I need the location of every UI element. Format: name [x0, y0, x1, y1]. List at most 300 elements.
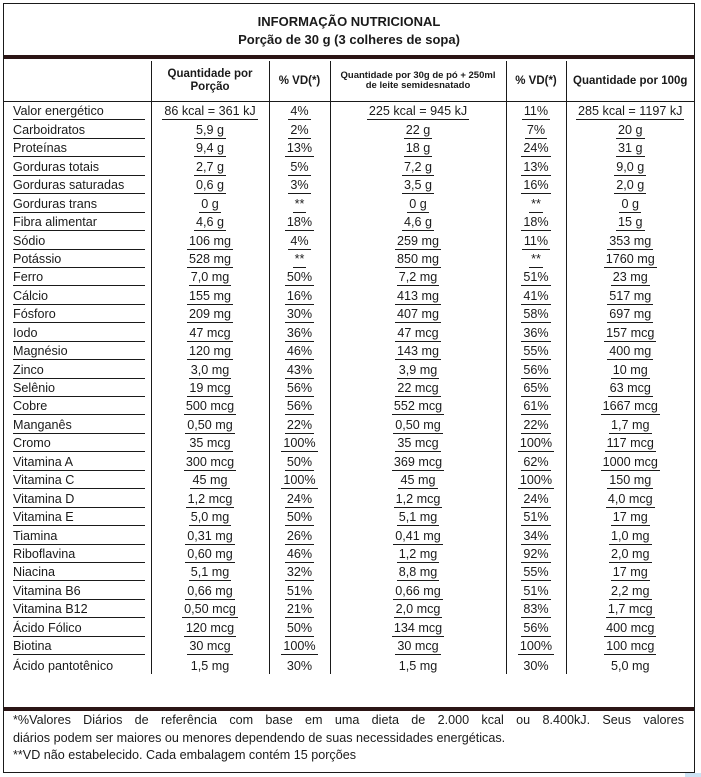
- amount-per-100g-cell: [566, 176, 694, 194]
- table-row: [4, 305, 694, 323]
- dv-per-serving-cell: [269, 213, 330, 231]
- nutrient-name-cell: [4, 471, 151, 489]
- table-row: [4, 655, 694, 673]
- column-header-with-milk: Quantidade por 30g de pó + 250ml de leite semidesnatado: [330, 61, 506, 102]
- amount-with-milk-cell: [330, 655, 506, 673]
- amount-per-serving: 35 mcg: [189, 436, 231, 451]
- dv-per-serving: 46%: [286, 546, 313, 561]
- amount-per-100g-cell: [566, 139, 694, 157]
- table-row: [4, 471, 694, 489]
- amount-with-milk: 7,2 g: [403, 159, 432, 174]
- amount-with-milk: 30 mcg: [397, 639, 439, 654]
- amount-per-serving: 19 mcg: [189, 381, 231, 395]
- dv-with-milk: 100%: [519, 473, 553, 488]
- amount-per-100g: 353 mg: [609, 233, 652, 248]
- amount-with-milk: 1,2 mg: [398, 546, 438, 561]
- amount-per-serving: 0,60 mg: [187, 546, 233, 561]
- amount-with-milk: 1,2 mcg: [395, 491, 441, 506]
- table-row: [4, 102, 694, 121]
- dv-with-milk-cell: [506, 600, 566, 618]
- dv-with-milk: 24%: [523, 491, 549, 506]
- amount-per-serving: 3,0 mg: [190, 362, 230, 377]
- dv-with-milk-cell: [506, 637, 566, 655]
- amount-per-100g: 1,0 mg: [610, 528, 650, 543]
- dv-with-milk: 24%: [523, 141, 549, 156]
- amount-with-milk-cell: [330, 305, 506, 323]
- amount-per-100g: 400 mcg: [606, 620, 655, 635]
- dv-per-serving-cell: [269, 581, 330, 599]
- amount-per-100g: 117 mcg: [606, 436, 654, 451]
- amount-per-serving-cell: [151, 323, 269, 341]
- column-header-per-serving: Quantidade por Porção: [151, 61, 269, 102]
- amount-per-serving-cell: [151, 489, 269, 507]
- nutrient-name: Sódio: [13, 234, 145, 250]
- dv-with-milk: 65%: [523, 381, 549, 395]
- table-row: [4, 250, 694, 268]
- amount-with-milk: 134 mcg: [393, 620, 443, 635]
- dv-per-serving-cell: [269, 526, 330, 544]
- amount-per-serving: 120 mg: [188, 344, 231, 359]
- amount-per-serving-cell: [151, 231, 269, 249]
- amount-with-milk: 8,8 mg: [398, 565, 438, 580]
- amount-per-100g-cell: [566, 102, 694, 121]
- dv-with-milk: 55%: [523, 344, 549, 359]
- amount-with-milk-cell: [330, 231, 506, 249]
- amount-per-100g-cell: [566, 323, 694, 341]
- dv-per-serving-cell: [269, 563, 330, 581]
- amount-per-serving: 0,6 g: [195, 178, 224, 193]
- amount-with-milk: 0,66 mg: [395, 583, 441, 598]
- amount-per-serving: 0,31 mg: [187, 528, 233, 543]
- amount-per-100g: 2,0 g: [616, 178, 645, 193]
- amount-with-milk-cell: [330, 268, 506, 286]
- dv-per-serving: 51%: [286, 583, 313, 598]
- dv-with-milk-cell: [506, 434, 566, 452]
- amount-per-serving-cell: [151, 452, 269, 470]
- amount-with-milk: 1,5 mg: [398, 658, 438, 673]
- nutrient-name: Tiamina: [13, 529, 145, 545]
- amount-per-serving: 30 mcg: [189, 639, 231, 654]
- dv-per-serving: 18%: [286, 215, 313, 230]
- nutrient-name: Carboidratos: [13, 123, 145, 139]
- dv-with-milk-cell: [506, 471, 566, 489]
- amount-per-100g-cell: [566, 194, 694, 212]
- dv-with-milk: 100%: [519, 639, 553, 654]
- amount-per-100g: 0 g: [621, 196, 639, 211]
- amount-per-serving-cell: [151, 268, 269, 286]
- dv-per-serving: 50%: [286, 270, 313, 285]
- dv-with-milk-cell: [506, 397, 566, 415]
- dv-with-milk-cell: [506, 194, 566, 212]
- amount-with-milk-cell: [330, 323, 506, 341]
- amount-with-milk: 143 mg: [396, 344, 439, 359]
- dv-per-serving-cell: [269, 655, 330, 673]
- nutrient-name-cell: [4, 323, 151, 341]
- table-row: [4, 157, 694, 175]
- nutrient-name: Vitamina C: [13, 473, 145, 489]
- amount-per-serving: 155 mg: [188, 288, 231, 303]
- footnote-line-1: *%Valores Diários de referência com base em uma dieta de 2.000 kcal ou 8.400kJ. Seus valores: [13, 713, 684, 727]
- nutrient-name: Zinco: [13, 363, 145, 379]
- amount-with-milk-cell: [330, 379, 506, 397]
- dv-per-serving-cell: [269, 415, 330, 433]
- header-divider: [4, 55, 694, 59]
- dv-per-serving-cell: [269, 268, 330, 286]
- dv-with-milk: 51%: [523, 270, 549, 285]
- table-row: [4, 342, 694, 360]
- amount-per-serving: 45 mg: [192, 473, 228, 488]
- dv-per-serving-cell: [269, 231, 330, 249]
- dv-with-milk-cell: [506, 120, 566, 138]
- dv-per-serving-cell: [269, 637, 330, 655]
- amount-per-serving: 209 mg: [188, 307, 231, 322]
- amount-per-100g: 4,0 mcg: [607, 491, 653, 506]
- amount-per-serving: 47 mcg: [189, 325, 231, 340]
- amount-with-milk: 0,41 mg: [395, 528, 441, 543]
- nutrient-name: Valor energético: [13, 104, 145, 120]
- amount-per-100g-cell: [566, 581, 694, 599]
- amount-per-serving-cell: [151, 286, 269, 304]
- nutrient-name-cell: [4, 231, 151, 249]
- amount-per-100g: 1667 mcg: [602, 399, 658, 414]
- amount-per-100g: 697 mg: [609, 307, 652, 322]
- nutrient-name-cell: [4, 176, 151, 194]
- footer-divider: [4, 707, 694, 711]
- dv-per-serving-cell: [269, 452, 330, 470]
- table-row: [4, 379, 694, 397]
- amount-with-milk: 3,9 mg: [398, 362, 438, 377]
- nutrient-name-cell: [4, 434, 151, 452]
- nutrient-name-cell: [4, 157, 151, 175]
- nutrient-name-cell: [4, 415, 151, 433]
- amount-with-milk: 35 mcg: [397, 436, 439, 451]
- amount-per-100g: 10 mg: [612, 362, 648, 377]
- nutrient-name: Cobre: [13, 399, 145, 415]
- amount-per-100g: 1,7 mcg: [607, 602, 653, 617]
- nutrient-name-cell: [4, 508, 151, 526]
- amount-per-serving-cell: [151, 379, 269, 397]
- nutrient-name: Fibra alimentar: [13, 215, 145, 231]
- amount-per-serving: 2,7 g: [195, 159, 224, 174]
- amount-per-100g: 23 mg: [612, 270, 648, 285]
- nutrition-table: [4, 61, 694, 674]
- table-row: [4, 213, 694, 231]
- dv-with-milk-cell: [506, 508, 566, 526]
- dv-per-serving: **: [294, 196, 305, 211]
- amount-per-serving: 9,4 g: [195, 141, 224, 156]
- dv-per-serving: 43%: [286, 362, 313, 377]
- amount-with-milk: 22 mcg: [397, 381, 439, 395]
- dv-per-serving: 100%: [283, 436, 316, 451]
- amount-per-100g: 1,7 mg: [610, 417, 650, 432]
- dv-with-milk: 61%: [523, 399, 549, 414]
- amount-per-serving-cell: [151, 194, 269, 212]
- nutrient-name: Ácido pantotênico: [13, 658, 114, 673]
- nutrient-name-cell: [4, 618, 151, 636]
- amount-per-serving-cell: [151, 102, 269, 121]
- amount-with-milk-cell: [330, 452, 506, 470]
- amount-per-serving-cell: [151, 213, 269, 231]
- column-header-dv: % VD(*): [269, 61, 330, 102]
- dv-with-milk-cell: [506, 231, 566, 249]
- amount-per-100g: 157 mcg: [606, 325, 655, 340]
- amount-per-serving: 4,6 g: [195, 215, 224, 230]
- amount-per-serving: 120 mcg: [185, 620, 235, 635]
- dv-per-serving-cell: [269, 489, 330, 507]
- amount-per-100g: 1760 mg: [605, 251, 655, 266]
- amount-per-100g-cell: [566, 545, 694, 563]
- dv-with-milk-cell: [506, 268, 566, 286]
- table-row: [4, 397, 694, 415]
- nutrient-name: Cromo: [13, 436, 145, 452]
- amount-with-milk-cell: [330, 545, 506, 563]
- amount-per-100g-cell: [566, 655, 694, 673]
- amount-per-serving-cell: [151, 342, 269, 360]
- dv-with-milk-cell: [506, 305, 566, 323]
- dv-per-serving: 13%: [286, 141, 313, 156]
- nutrient-name: Ferro: [13, 270, 145, 286]
- amount-per-serving-cell: [151, 545, 269, 563]
- nutrient-name: Vitamina B12: [13, 602, 145, 618]
- amount-per-100g-cell: [566, 508, 694, 526]
- amount-per-serving: 5,9 g: [195, 122, 224, 137]
- nutrient-name: Riboflavina: [13, 547, 145, 563]
- amount-with-milk-cell: [330, 139, 506, 157]
- table-row: [4, 415, 694, 433]
- amount-with-milk-cell: [330, 563, 506, 581]
- dv-with-milk-cell: [506, 102, 566, 121]
- dv-with-milk: 51%: [523, 583, 549, 598]
- dv-with-milk-cell: [506, 526, 566, 544]
- amount-per-100g: 517 mg: [609, 288, 652, 303]
- amount-per-100g-cell: [566, 637, 694, 655]
- amount-per-serving-cell: [151, 655, 269, 673]
- dv-with-milk-cell: [506, 213, 566, 231]
- dv-with-milk-cell: [506, 342, 566, 360]
- nutrient-name-cell: [4, 379, 151, 397]
- amount-with-milk-cell: [330, 102, 506, 121]
- nutrient-name-cell: [4, 637, 151, 655]
- amount-with-milk: 407 mg: [396, 307, 439, 322]
- amount-per-100g-cell: [566, 213, 694, 231]
- dv-per-serving: 30%: [286, 307, 313, 322]
- dv-with-milk-cell: [506, 323, 566, 341]
- table-row: [4, 268, 694, 286]
- dv-per-serving: 16%: [286, 288, 313, 303]
- amount-per-100g-cell: [566, 415, 694, 433]
- dv-per-serving: 30%: [286, 658, 313, 673]
- amount-with-milk-cell: [330, 250, 506, 268]
- amount-with-milk: 5,1 mg: [398, 510, 438, 525]
- amount-per-100g: 31 g: [617, 141, 643, 156]
- amount-per-serving-cell: [151, 250, 269, 268]
- dv-with-milk-cell: [506, 618, 566, 636]
- amount-per-100g: 2,0 mg: [610, 546, 650, 561]
- amount-per-serving-cell: [151, 305, 269, 323]
- amount-with-milk-cell: [330, 213, 506, 231]
- table-row: [4, 563, 694, 581]
- amount-with-milk-cell: [330, 526, 506, 544]
- amount-per-100g-cell: [566, 379, 694, 397]
- amount-with-milk: 47 mcg: [397, 325, 439, 340]
- dv-per-serving: 4%: [290, 233, 309, 248]
- dv-with-milk: 13%: [523, 159, 549, 174]
- amount-per-100g-cell: [566, 600, 694, 618]
- amount-with-milk-cell: [330, 157, 506, 175]
- dv-with-milk-cell: [506, 489, 566, 507]
- amount-with-milk-cell: [330, 176, 506, 194]
- amount-with-milk-cell: [330, 618, 506, 636]
- amount-per-100g: 17 mg: [612, 510, 648, 525]
- table-row: [4, 120, 694, 138]
- table-row: [4, 526, 694, 544]
- column-header-per-100g: Quantidade por 100g: [566, 61, 694, 102]
- nutrient-name-cell: [4, 489, 151, 507]
- dv-with-milk-cell: [506, 581, 566, 599]
- dv-with-milk: **: [531, 251, 541, 266]
- nutrient-name-cell: [4, 250, 151, 268]
- dv-per-serving-cell: [269, 323, 330, 341]
- dv-per-serving-cell: [269, 305, 330, 323]
- amount-with-milk-cell: [330, 434, 506, 452]
- table-row: [4, 489, 694, 507]
- nutrient-name-cell: [4, 360, 151, 378]
- dv-per-serving: 50%: [286, 510, 313, 525]
- amount-per-100g: 5,0 mg: [610, 658, 650, 673]
- dv-per-serving-cell: [269, 194, 330, 212]
- amount-per-serving-cell: [151, 471, 269, 489]
- dv-per-serving: **: [294, 251, 305, 266]
- amount-per-100g-cell: [566, 120, 694, 138]
- amount-with-milk: 2,0 mcg: [395, 602, 441, 617]
- dv-with-milk: 51%: [523, 510, 549, 525]
- dv-per-serving-cell: [269, 508, 330, 526]
- amount-with-milk: 45 mg: [400, 473, 436, 488]
- dv-per-serving-cell: [269, 250, 330, 268]
- amount-per-serving: 0 g: [201, 196, 219, 211]
- amount-per-100g: 20 g: [617, 122, 643, 137]
- nutrient-name-cell: [4, 655, 151, 673]
- amount-per-100g: 1000 mcg: [602, 454, 658, 469]
- dv-per-serving-cell: [269, 397, 330, 415]
- amount-per-serving: 1,5 mg: [190, 658, 230, 673]
- dv-with-milk: 7%: [526, 122, 546, 137]
- amount-with-milk: 552 mcg: [393, 399, 443, 414]
- nutrient-name: Vitamina B6: [13, 584, 145, 600]
- dv-with-milk: 62%: [523, 454, 549, 469]
- amount-per-serving: 0,50 mg: [187, 417, 233, 432]
- nutrient-name-cell: [4, 452, 151, 470]
- table-row: [4, 618, 694, 636]
- table-row: [4, 176, 694, 194]
- amount-with-milk: 369 mcg: [393, 454, 443, 469]
- dv-with-milk: 30%: [523, 658, 549, 673]
- dv-with-milk-cell: [506, 655, 566, 673]
- dv-with-milk: 11%: [523, 233, 549, 248]
- dv-with-milk: 83%: [523, 602, 549, 617]
- amount-per-serving: 0,66 mg: [187, 583, 233, 598]
- amount-with-milk: 850 mg: [396, 251, 439, 266]
- table-row: [4, 286, 694, 304]
- amount-per-100g-cell: [566, 489, 694, 507]
- amount-per-100g: 2,2 mg: [610, 583, 650, 598]
- amount-per-serving-cell: [151, 360, 269, 378]
- dv-with-milk: 11%: [523, 104, 549, 119]
- amount-per-100g-cell: [566, 618, 694, 636]
- amount-per-100g-cell: [566, 268, 694, 286]
- nutrient-name: Cálcio: [13, 289, 145, 305]
- table-header-row: [4, 61, 694, 102]
- amount-per-serving-cell: [151, 176, 269, 194]
- nutrient-name-cell: [4, 600, 151, 618]
- nutrition-title: INFORMAÇÃO NUTRICIONAL: [257, 14, 441, 29]
- nutrient-name-cell: [4, 194, 151, 212]
- amount-per-serving: 5,1 mg: [190, 565, 230, 580]
- amount-per-serving: 528 mg: [188, 251, 231, 266]
- dv-per-serving: 56%: [286, 381, 313, 395]
- nutrient-name-cell: [4, 102, 151, 121]
- nutrient-name-cell: [4, 268, 151, 286]
- dv-with-milk: 16%: [523, 178, 549, 193]
- dv-with-milk-cell: [506, 452, 566, 470]
- amount-per-serving-cell: [151, 618, 269, 636]
- dv-with-milk-cell: [506, 379, 566, 397]
- amount-with-milk: 4,6 g: [403, 215, 432, 230]
- amount-with-milk: 7,2 mg: [398, 270, 438, 285]
- nutrient-name-cell: [4, 545, 151, 563]
- dv-per-serving: 100%: [283, 473, 316, 488]
- dv-with-milk-cell: [506, 415, 566, 433]
- dv-with-milk-cell: [506, 286, 566, 304]
- amount-per-100g: 17 mg: [612, 565, 648, 580]
- footnote-line-3: **VD não estabelecido. Cada embalagem contém 15 porções: [13, 748, 357, 762]
- table-row: [4, 434, 694, 452]
- amount-with-milk: 22 g: [405, 122, 431, 137]
- table-row: [4, 194, 694, 212]
- table-row: [4, 139, 694, 157]
- dv-per-serving: 4%: [290, 104, 309, 119]
- dv-with-milk-cell: [506, 250, 566, 268]
- amount-per-100g-cell: [566, 157, 694, 175]
- dv-with-milk: **: [531, 196, 541, 211]
- nutrient-name-cell: [4, 526, 151, 544]
- amount-with-milk: 18 g: [405, 141, 431, 156]
- amount-with-milk: 225 kcal = 945 kJ: [368, 104, 468, 119]
- nutrient-name: Biotina: [13, 639, 145, 655]
- dv-per-serving-cell: [269, 360, 330, 378]
- amount-per-serving-cell: [151, 415, 269, 433]
- amount-per-100g: 400 mg: [609, 344, 652, 359]
- table-row: [4, 231, 694, 249]
- table-row: [4, 323, 694, 341]
- dv-with-milk-cell: [506, 176, 566, 194]
- table-row: [4, 360, 694, 378]
- nutrient-name: Vitamina E: [13, 510, 145, 526]
- dv-with-milk: 36%: [523, 325, 549, 340]
- dv-per-serving: 3%: [290, 178, 309, 193]
- nutrient-name: Gorduras totais: [13, 160, 145, 176]
- nutrient-name: Niacina: [13, 565, 145, 581]
- dv-with-milk: 18%: [523, 215, 549, 230]
- amount-per-serving: 5,0 mg: [190, 510, 230, 525]
- nutrient-name: Selênio: [13, 381, 145, 397]
- dv-with-milk: 34%: [523, 528, 549, 543]
- nutrient-name-cell: [4, 397, 151, 415]
- dv-per-serving-cell: [269, 600, 330, 618]
- footnote: [13, 712, 684, 765]
- table-row: [4, 637, 694, 655]
- amount-per-100g-cell: [566, 305, 694, 323]
